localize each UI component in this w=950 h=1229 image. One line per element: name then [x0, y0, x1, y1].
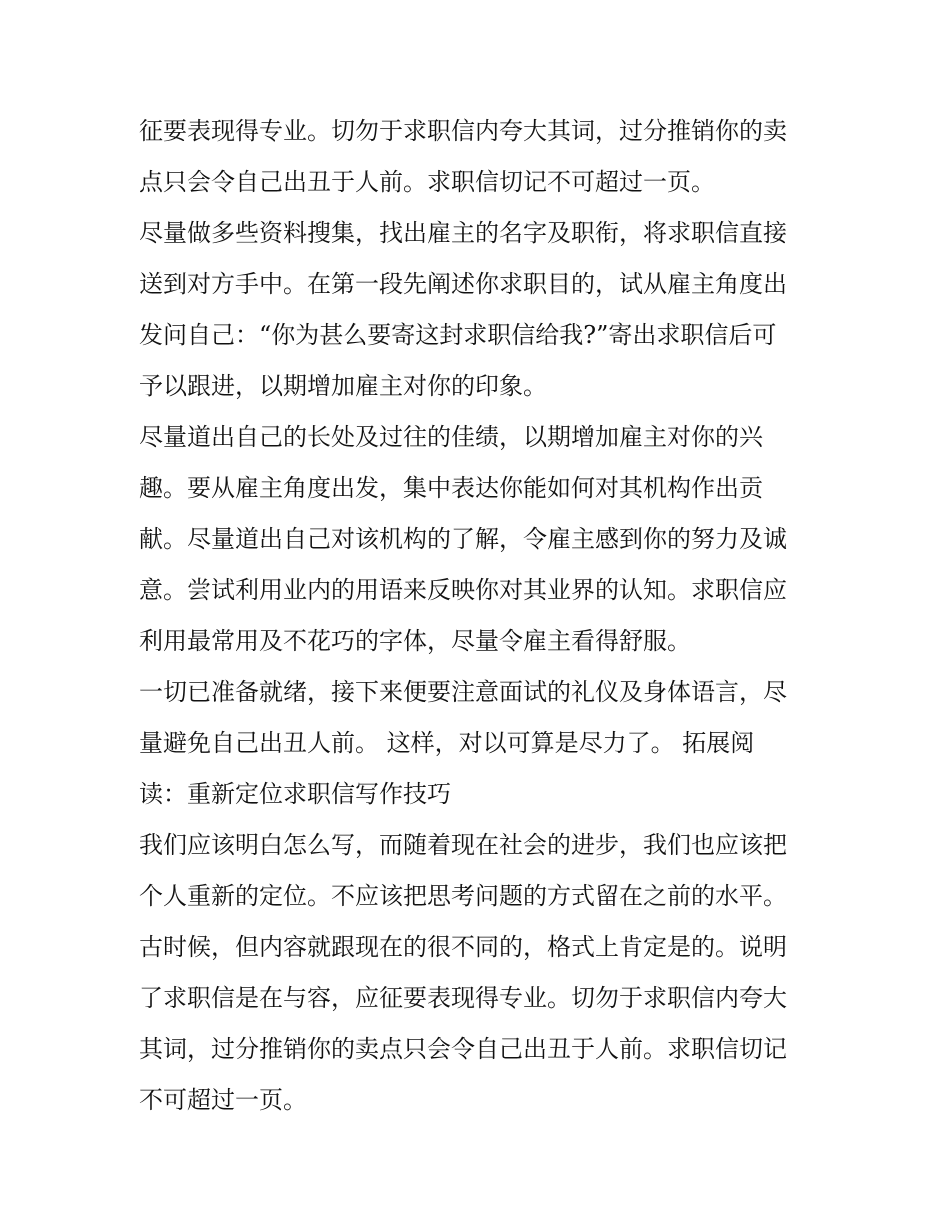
text-line: 个人重新的定位。不应该把思考问题的方式留在之前的水平。 [139, 882, 787, 910]
text-line: 量避免自己出丑人前。 这样，对以可算是尽力了。 拓展阅 [139, 729, 755, 757]
text-line: 尽量做多些资料搜集，找出雇主的名字及职衔，将求职信直接 [139, 219, 787, 247]
text-line: 不可超过一页。 [139, 1086, 307, 1114]
text-line: 一切已准备就绪，接下来便要注意面试的礼仪及身体语言，尽 [139, 678, 787, 706]
text-line: 读：重新定位求职信写作技巧 [139, 780, 451, 808]
text-line: 尽量道出自己的长处及过往的佳绩，以期增加雇主对你的兴 [139, 423, 763, 451]
text-line: 送到对方手中。在第一段先阐述你求职目的，试从雇主角度出 [139, 270, 787, 298]
text-line: 了求职信是在与容，应征要表现得专业。切勿于求职信内夸大 [139, 984, 787, 1012]
text-line: 予以跟进，以期增加雇主对你的印象。 [139, 372, 547, 400]
text-line: 利用最常用及不花巧的字体，尽量令雇主看得舒服。 [139, 627, 691, 655]
text-line: 征要表现得专业。切勿于求职信内夸大其词，过分推销你的卖 [139, 117, 787, 145]
text-line: 我们应该明白怎么写，而随着现在社会的进步，我们也应该把 [139, 831, 787, 859]
text-line: 其词，过分推销你的卖点只会令自己出丑于人前。求职信切记 [139, 1035, 787, 1063]
text-line: 献。尽量道出自己对该机构的了解，令雇主感到你的努力及诚 [139, 525, 787, 553]
text-line: 点只会令自己出丑于人前。求职信切记不可超过一页。 [139, 168, 715, 196]
text-line: 古时候，但内容就跟现在的很不同的，格式上肯定是的。说明 [139, 933, 787, 961]
text-line: 趣。要从雇主角度出发，集中表达你能如何对其机构作出贡 [139, 474, 763, 502]
document-body [139, 106, 814, 1126]
text-line: 意。尝试利用业内的用语来反映你对其业界的认知。求职信应 [139, 576, 787, 604]
text-line: 发问自己：“你为甚么要寄这封求职信给我?”寄出求职信后可 [139, 321, 777, 349]
